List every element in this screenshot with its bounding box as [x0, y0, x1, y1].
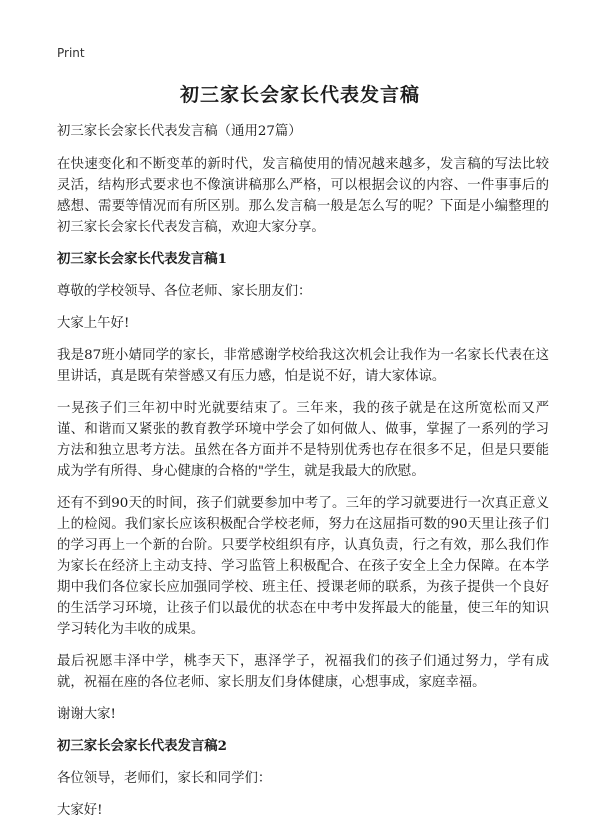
print-link[interactable]: Print	[57, 46, 85, 60]
section-heading-2: 初三家长会家长代表发言稿2	[57, 738, 228, 754]
document-subtitle: 初三家长会家长代表发言稿（通用27篇）	[57, 124, 302, 139]
section1-paragraph-3: 还有不到90天的时间，孩子们就要参加中考了。三年的学习就要进行一次真正意义上的检阅。我们家长应该积极配合学校老师，努力在这屈指可数的90天里让孩子们的学习再上一个新的台阶。只要学校组织有序，认真负责，行之有效，那么我们作为家长在经济上主动支持、学习监管上积极配合、在孩子安全上全力保障。在本学期中我们各位家长应加强同学校、班主任、授课老师的联系，为孩子提供一个良好的生活学习环境，让孩子们以最优的状态在中考中发挥最大的能量，使三年的知识学习转化为丰收的成果。	[57, 496, 549, 637]
section1-salutation: 大家上午好!	[57, 316, 130, 331]
section2-salutation: 大家好!	[57, 803, 103, 818]
section1-closing: 谢谢大家!	[57, 707, 116, 722]
section1-paragraph-1: 我是87班小婧同学的家长，非常感谢学校给我这次机会让我作为一名家长代表在这里讲话，真是既有荣誉感又有压力感，怕是说不好，请大家体谅。	[57, 348, 549, 384]
section-heading-1: 初三家长会家长代表发言稿1	[57, 251, 228, 267]
section1-paragraph-2: 一晃孩子们三年初中时光就要结束了。三年来，我的孩子就是在这所宽松而又严谨、和谐而又紧张的教育教学环境中学会了如何做人、做事，掌握了一系列的学习方法和独立思考方法。虽然在各方面并不是特别优秀也存在很多不足，但是只要能成为学有所得、身心健康的合格的"学生，就是我最大的欣慰。	[57, 401, 549, 479]
section1-greeting: 尊敬的学校领导、各位老师、家长朋友们：	[57, 284, 312, 299]
document-body	[57, 121, 549, 832]
section2-greeting: 各位领导，老师们，家长和同学们：	[57, 771, 272, 786]
section1-paragraph-4: 最后祝愿丰泽中学，桃李天下，惠泽学子，祝福我们的孩子们通过努力，学有成就，祝福在座的各位老师、家长朋友们身体健康，心想事成，家庭幸福。	[57, 654, 549, 690]
intro-paragraph: 在快速变化和不断变革的新时代，发言稿使用的情况越来越多，发言稿的写法比较灵活，结构形式要求也不像演讲稿那么严格，可以根据会议的内容、一件事事后的感想、需要等情况而有所区别。那么发言稿一般是怎么写的呢？下面是小编整理的初三家长会家长代表发言稿，欢迎大家分享。	[57, 157, 549, 235]
page-title: 初三家长会家长代表发言稿	[179, 84, 420, 106]
